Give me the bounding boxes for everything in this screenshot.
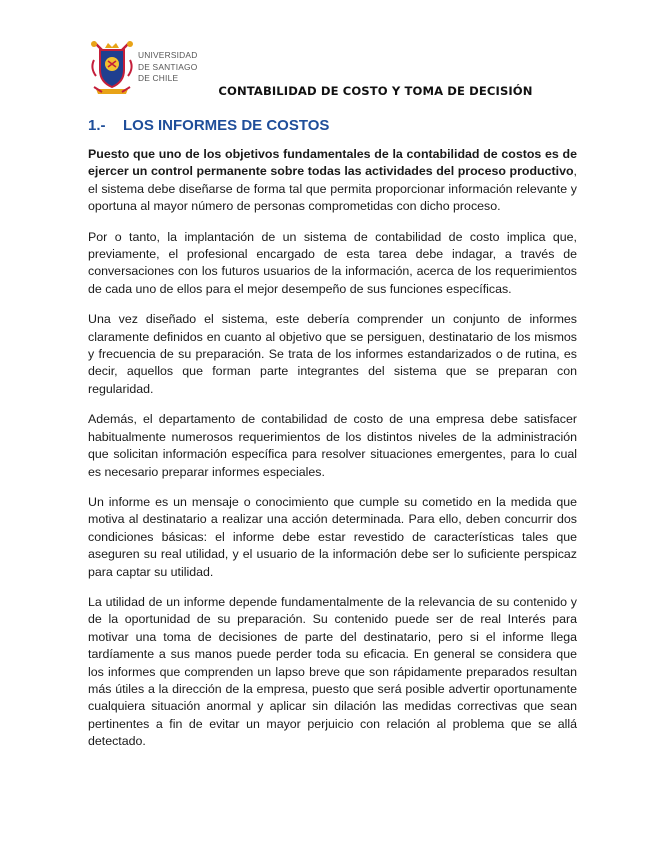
body-text [88,146,577,764]
logo-line: UNIVERSIDAD [138,50,198,60]
paragraph-text: , el sistema debe diseñarse de forma tal que permita proporcionar información relevante y oportuna al mayor número de personas comprometidas con dicho proceso. [88,164,577,214]
document-title: CONTABILIDAD DE COSTO Y TOMA DE DECISIÓN [218,84,533,98]
logo-line: DE CHILE [138,73,179,83]
section-heading [88,117,329,134]
paragraph: Además, el departamento de contabilidad de costo de una empresa debe satisfacer habitualmente numerosos requerimientos de los distintos niveles de la administración que solicitan información específica para resolver situaciones emergentes, para lo cual es necesario preparar informes especiales. [88,412,577,479]
paragraph: Una vez diseñado el sistema, este debería comprender un conjunto de informes claramente definidos en cuanto al objetivo que se persiguen, destinatario de los mismos y frecuencia de su preparación. Se trata de los informes estandarizados o de rutina, es decir, aquellos que forman parte integrantes del sistema que se preparan con regularidad. [88,312,577,396]
logo-line: DE SANTIAGO [138,61,198,72]
section-title: LOS INFORMES DE COSTOS [123,117,330,134]
paragraph-bold-lead: Puesto que uno de los objetivos fundamentales de la contabilidad de costos es de ejercer un control permanente sobre todas las actividades del proceso productivo [88,147,577,179]
paragraph: Un informe es un mensaje o conocimiento que cumple su cometido en la medida que motiva al destinatario a realizar una acción determinada. Para ello, deben concurrir dos condiciones básicas: el informe debe estar revestido de características tales que aseguren su real utilidad, y el usuario de la información debe ser lo suficiente perspicaz para captar su utilidad. [88,494,577,579]
section-number: 1.- [88,117,106,134]
paragraph [88,146,577,216]
logo-text [138,50,197,85]
paragraph: Por o tanto, la implantación de un sistema de contabilidad de costo implica que, previamente, el profesional encargado de esta tarea debe indagar, a través de conversaciones con los futuros usuarios de la información, acerca de los requerimientos de cada uno de ellos para el mejor desempeño de sus funciones específicas. [88,229,577,296]
paragraph: La utilidad de un informe depende fundamentalmente de la relevancia de su contenido y de la oportunidad de su preparación. Su contenido puede ser de real Interés para motivar una toma de decisiones de parte del destinatario, pero si el informe llega tardíamente a sus manos puede perder toda su eficacia. En general se considera que los informes que comprenden un lapso breve que son rápidamente preparados resultan más útiles a la dirección de la empresa, puesto que será posible advertir oportunamente cualquiera situación anormal y aplicar sin dilación las medidas correctivas que sean pertinentes a fin de evitar un mayor perjuicio con relación al problema que se allá detectado. [88,594,577,749]
